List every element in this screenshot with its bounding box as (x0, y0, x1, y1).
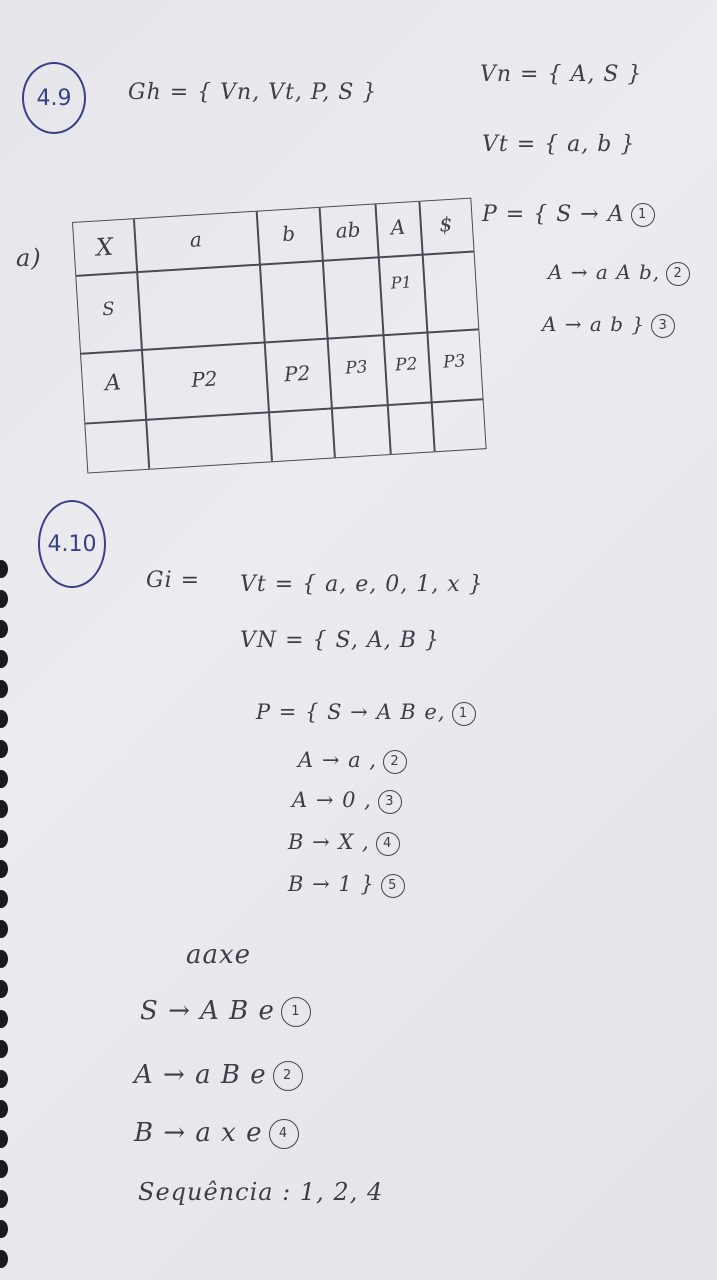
rule-number-badge: 3 (378, 790, 402, 814)
grammar-definition: Gh = { Vn, Vt, P, S } (128, 80, 378, 105)
table-cell: P1 (390, 272, 413, 293)
vt-set: Vt = { a, b } (482, 132, 636, 157)
sequence-result: Sequência : 1, 2, 4 (138, 1178, 384, 1206)
production-rule: B → X , 4 (288, 830, 400, 856)
table-cell: P2 (283, 360, 311, 387)
vn-set: Vn = { A, S } (480, 62, 643, 87)
vt-set: Vt = { a, e, 0, 1, x } (240, 572, 484, 597)
table-cell: P3 (344, 357, 369, 379)
vn-set: VN = { S, A, B } (240, 628, 440, 653)
derivation-step: B → a x e 4 (134, 1118, 299, 1149)
grammar-label: Gi = (146, 568, 201, 593)
rule-number-badge: 5 (381, 874, 405, 898)
production-rule: A → 0 , 3 (292, 788, 402, 814)
table-header: X (95, 232, 114, 262)
rule-number-badge: 4 (376, 832, 400, 856)
production-rule: A → a , 2 (298, 748, 407, 774)
table-cell: P2 (190, 366, 219, 392)
table-cell (260, 286, 323, 290)
table-cell (423, 276, 475, 279)
table-row-label: A (104, 370, 122, 397)
table-cell: P3 (442, 351, 466, 373)
rule-number-badge: 4 (269, 1119, 299, 1149)
rule-number-badge: 1 (631, 203, 655, 227)
table-header: A (389, 214, 406, 240)
production-rule-1: P = { S → A 1 (482, 202, 655, 227)
exercise-number-4-9: 4.9 (22, 62, 86, 134)
rule-number-badge: 2 (383, 750, 407, 774)
production-rule-3: A → a b } 3 (542, 312, 675, 338)
production-rule-2: A → a A b, 2 (548, 260, 690, 286)
table-row-label: S (101, 298, 116, 321)
table-header: b (281, 221, 296, 247)
rule-number-badge: 2 (666, 262, 690, 286)
rule-number-badge: 3 (651, 314, 675, 338)
part-label: a) (16, 244, 42, 272)
spiral-binding (0, 560, 10, 1280)
derivation-step: A → a B e 2 (134, 1060, 303, 1091)
rule-number-badge: 1 (281, 997, 311, 1027)
production-rule: P = { S → A B e, 1 (256, 700, 476, 726)
parsing-table (72, 198, 487, 474)
rule-number-badge: 2 (273, 1061, 303, 1091)
table-header: a (189, 227, 203, 252)
table-cell (138, 290, 261, 298)
table-header: $ (438, 211, 453, 237)
table-cell (323, 282, 379, 285)
rule-number-badge: 1 (452, 702, 476, 726)
derivation-step: S → A B e 1 (140, 996, 311, 1027)
production-rule: B → 1 } 5 (288, 872, 405, 898)
table-header: ab (334, 217, 362, 243)
table-cell: P2 (394, 354, 419, 376)
input-word: aaxe (186, 940, 252, 970)
exercise-number-4-10: 4.10 (38, 500, 106, 588)
